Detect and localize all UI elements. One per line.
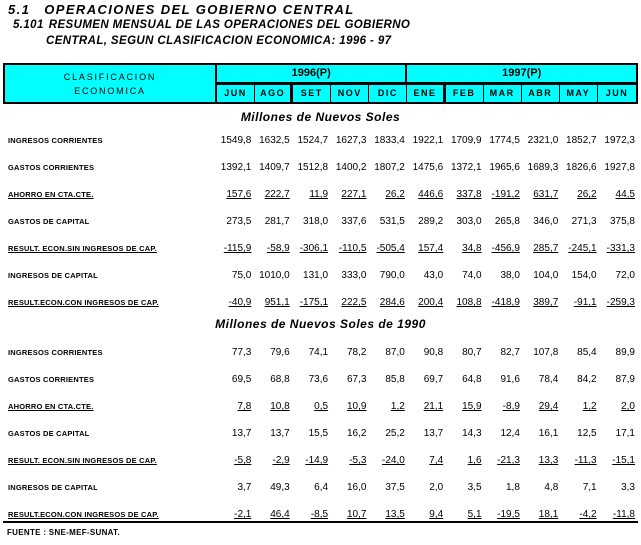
row-label: INGRESOS DE CAPITAL <box>8 271 98 280</box>
cell-value: 157,4 <box>418 243 444 254</box>
cell-value: 271,3 <box>571 216 597 227</box>
cell-value: 64,8 <box>462 374 482 385</box>
cell-value: 69,5 <box>231 374 252 385</box>
row-label: GASTOS CORRIENTES <box>8 163 95 172</box>
cell-value: 222,7 <box>264 189 290 200</box>
cell-value: -306,1 <box>299 243 329 254</box>
cell-value: 1709,9 <box>450 135 482 146</box>
row-label: RESULT.ECON.CON INGRESOS DE CAP. <box>8 510 159 519</box>
cell-value: 1689,3 <box>527 162 559 173</box>
classification-header-line2: ECONOMICA <box>74 85 146 96</box>
cell-value: 1807,2 <box>374 162 405 173</box>
cell-value: -191,2 <box>491 189 520 200</box>
cell-value: 318,0 <box>303 216 329 227</box>
cell-value: 34,8 <box>462 243 482 254</box>
cell-value: 13,3 <box>538 455 559 466</box>
cell-value: 3,5 <box>467 482 482 493</box>
cell-value: 38,0 <box>500 270 520 281</box>
cell-value: 87,9 <box>615 374 635 385</box>
year-1997-header: 1997(P) <box>502 67 542 79</box>
cell-value: 10,7 <box>346 509 367 520</box>
section-title-text: OPERACIONES DEL GOBIERNO CENTRAL <box>44 2 355 17</box>
cell-value: 1475,6 <box>412 162 444 173</box>
cell-value: 284,6 <box>379 297 405 308</box>
month-header-dic-1996: DIC <box>369 85 407 102</box>
cell-value: 1852,7 <box>566 135 597 146</box>
month-header-set-1996: SET <box>293 85 331 102</box>
cell-value: -15,1 <box>612 455 635 466</box>
table-row <box>3 127 638 154</box>
cell-value: 72,0 <box>615 270 635 281</box>
cell-value: 131,0 <box>303 270 329 281</box>
cell-value: 43,0 <box>423 270 444 281</box>
cell-value: 6,4 <box>314 482 329 493</box>
cell-value: 1965,6 <box>489 162 520 173</box>
cell-value: 303,0 <box>456 216 482 227</box>
cell-value: -5,3 <box>349 455 367 466</box>
cell-value: -2,1 <box>234 509 252 520</box>
row-label: GASTOS DE CAPITAL <box>8 429 90 438</box>
cell-value: -110,5 <box>338 243 367 254</box>
cell-value: 85,4 <box>577 347 597 358</box>
month-header-ene-1997: ENE <box>407 85 445 102</box>
month-header-row <box>217 85 636 102</box>
year-1996-header: 1996(P) <box>217 65 407 82</box>
section-number: 5.1 <box>8 2 31 17</box>
table-row <box>3 235 638 262</box>
cell-value: 289,2 <box>418 216 444 227</box>
cell-value: 1392,1 <box>220 162 252 173</box>
cell-value: 75,0 <box>231 270 252 281</box>
section-2-title: Millones de Nuevos Soles de 1990 <box>215 317 426 331</box>
table-row <box>3 447 638 474</box>
cell-value: 333,0 <box>341 270 367 281</box>
cell-value: 1549,8 <box>220 135 252 146</box>
cell-value: 1627,3 <box>335 135 367 146</box>
table-row <box>3 366 638 393</box>
cell-value: 200,4 <box>418 297 444 308</box>
cell-value: 5,1 <box>467 509 482 520</box>
cell-value: 2,0 <box>429 482 444 493</box>
cell-value: 951,1 <box>264 297 290 308</box>
cell-value: 85,8 <box>385 374 405 385</box>
cell-value: 25,2 <box>385 428 405 439</box>
row-label: AHORRO EN CTA.CTE. <box>8 190 94 199</box>
cell-value: 77,3 <box>231 347 252 358</box>
cell-value: -456,9 <box>491 243 520 254</box>
cell-value: 49,3 <box>270 482 290 493</box>
row-label: AHORRO EN CTA.CTE. <box>8 402 94 411</box>
cell-value: 16,2 <box>346 428 367 439</box>
table-row <box>3 262 638 289</box>
table-title-line1 <box>13 19 410 31</box>
cell-value: 17,1 <box>615 428 635 439</box>
cell-value: -505,4 <box>376 243 405 254</box>
cell-value: 1632,5 <box>259 135 290 146</box>
cell-value: 13,7 <box>231 428 252 439</box>
row-label: RESULT. ECON.SIN INGRESOS DE CAP. <box>8 244 157 253</box>
table-row <box>3 181 638 208</box>
cell-value: 67,3 <box>346 374 367 385</box>
row-label: INGRESOS CORRIENTES <box>8 348 103 357</box>
month-header-may-1997: MAY <box>560 85 598 102</box>
cell-value: -19,5 <box>497 509 520 520</box>
cell-value: 375,8 <box>609 216 635 227</box>
cell-value: 157,6 <box>226 189 252 200</box>
cell-value: 80,7 <box>462 347 482 358</box>
cell-value: -11,8 <box>612 509 635 520</box>
month-header-nov-1996: NOV <box>331 85 369 102</box>
table-row <box>3 501 638 528</box>
cell-value: 281,7 <box>264 216 290 227</box>
month-header-feb-1997: FEB <box>446 85 484 102</box>
cell-value: 1,2 <box>390 401 405 412</box>
cell-value: 79,6 <box>270 347 290 358</box>
table-row <box>3 474 638 501</box>
cell-value: 29,4 <box>538 401 559 412</box>
cell-value: 3,3 <box>621 482 635 493</box>
cell-value: -4,2 <box>579 509 597 520</box>
cell-value: 74,1 <box>308 347 329 358</box>
cell-value: 13,5 <box>385 509 405 520</box>
cell-value: 1972,3 <box>604 135 635 146</box>
table-row <box>3 208 638 235</box>
cell-value: 1524,7 <box>297 135 329 146</box>
section-2-rows <box>3 339 638 528</box>
cell-value: 26,2 <box>385 189 405 200</box>
cell-value: 78,2 <box>346 347 367 358</box>
month-header-ago-1996: AGO <box>255 85 293 102</box>
cell-value: 15,9 <box>462 401 482 412</box>
cell-value: 90,8 <box>423 347 444 358</box>
classification-header-line1: CLASIFICACION <box>63 71 157 82</box>
cell-value: 7,8 <box>237 401 252 412</box>
cell-value: 26,2 <box>577 189 597 200</box>
table-row <box>3 339 638 366</box>
month-header-mar-1997: MAR <box>484 85 522 102</box>
classification-header <box>5 65 217 102</box>
cell-value: 222,5 <box>341 297 367 308</box>
cell-value: 273,5 <box>226 216 252 227</box>
cell-value: 16,1 <box>538 428 559 439</box>
cell-value: -91,1 <box>573 297 597 308</box>
cell-value: -175,1 <box>299 297 329 308</box>
cell-value: 73,6 <box>308 374 329 385</box>
cell-value: 12,5 <box>577 428 597 439</box>
cell-value: 1927,8 <box>604 162 635 173</box>
cell-value: -5,8 <box>234 455 252 466</box>
row-label: GASTOS CORRIENTES <box>8 375 95 384</box>
cell-value: 285,7 <box>533 243 559 254</box>
row-label: RESULT. ECON.SIN INGRESOS DE CAP. <box>8 456 157 465</box>
cell-value: 104,0 <box>533 270 559 281</box>
cell-value: 446,6 <box>418 189 444 200</box>
table-title-line2: CENTRAL, SEGUN CLASIFICACION ECONOMICA: 1996 - 97 <box>46 35 392 47</box>
cell-value: 337,8 <box>456 189 482 200</box>
cell-value: 107,8 <box>533 347 559 358</box>
table-number: 5.101 <box>13 19 44 31</box>
cell-value: -418,9 <box>491 297 520 308</box>
cell-value: -24,0 <box>382 455 405 466</box>
cell-value: -331,3 <box>606 243 635 254</box>
cell-value: 7,4 <box>429 455 444 466</box>
cell-value: 265,8 <box>494 216 520 227</box>
cell-value: 1,8 <box>506 482 520 493</box>
cell-value: 1833,4 <box>374 135 405 146</box>
year-header-row <box>217 65 636 85</box>
cell-value: -11,3 <box>574 455 597 466</box>
cell-value: 9,4 <box>429 509 444 520</box>
cell-value: 3,7 <box>237 482 252 493</box>
cell-value: 108,8 <box>456 297 482 308</box>
cell-value: 15,5 <box>308 428 329 439</box>
cell-value: 531,5 <box>379 216 405 227</box>
table-row <box>3 154 638 181</box>
cell-value: 2,0 <box>621 401 635 412</box>
cell-value: 21,1 <box>423 401 444 412</box>
cell-value: 69,7 <box>423 374 444 385</box>
table-row <box>3 420 638 447</box>
cell-value: 1010,0 <box>259 270 290 281</box>
cell-value: 1,6 <box>467 455 482 466</box>
page-title <box>8 2 355 17</box>
cell-value: 18,1 <box>538 509 559 520</box>
cell-value: 46,4 <box>270 509 290 520</box>
cell-value: -40,9 <box>228 297 252 308</box>
cell-value: 1372,1 <box>450 162 482 173</box>
row-label: INGRESOS DE CAPITAL <box>8 483 98 492</box>
cell-value: -21,3 <box>497 455 520 466</box>
cell-value: 337,6 <box>341 216 367 227</box>
cell-value: 82,7 <box>500 347 520 358</box>
cell-value: -115,9 <box>223 243 252 254</box>
cell-value: 2321,0 <box>527 135 559 146</box>
cell-value: 1922,1 <box>412 135 444 146</box>
month-header-jun-1996: JUN <box>217 85 255 102</box>
cell-value: 1512,8 <box>297 162 329 173</box>
source-note: FUENTE : SNE-MEF-SUNAT. <box>7 528 120 537</box>
section-1-rows <box>3 127 638 316</box>
month-header-abr-1997: ABR <box>522 85 560 102</box>
table-title-text: RESUMEN MENSUAL DE LAS OPERACIONES DEL GOBIERNO <box>48 19 411 31</box>
cell-value: 84,2 <box>577 374 597 385</box>
cell-value: 37,5 <box>385 482 405 493</box>
table-header <box>3 63 638 104</box>
cell-value: 16,0 <box>346 482 367 493</box>
table-row <box>3 393 638 420</box>
cell-value: 154,0 <box>571 270 597 281</box>
cell-value: 790,0 <box>379 270 405 281</box>
cell-value: 1774,5 <box>489 135 520 146</box>
cell-value: 11,9 <box>309 189 329 200</box>
cell-value: -259,3 <box>606 297 635 308</box>
cell-value: 0,5 <box>314 401 329 412</box>
cell-value: -58,9 <box>266 243 290 254</box>
cell-value: 89,9 <box>615 347 635 358</box>
cell-value: 227,1 <box>341 189 367 200</box>
cell-value: -8,5 <box>310 509 329 520</box>
cell-value: 10,8 <box>270 401 290 412</box>
cell-value: 87,0 <box>385 347 405 358</box>
table-row <box>3 289 638 316</box>
cell-value: -2,9 <box>272 455 290 466</box>
cell-value: 1826,6 <box>566 162 597 173</box>
cell-value: 4,8 <box>544 482 559 493</box>
cell-value: 78,4 <box>538 374 559 385</box>
period-headers <box>217 65 636 102</box>
cell-value: 91,6 <box>500 374 520 385</box>
row-label: INGRESOS CORRIENTES <box>8 136 103 145</box>
cell-value: -245,1 <box>568 243 597 254</box>
footer-divider <box>3 521 638 523</box>
section-1-title: Millones de Nuevos Soles <box>240 110 401 124</box>
row-label: GASTOS DE CAPITAL <box>8 217 90 226</box>
month-header-jun-1997: JUN <box>605 88 629 98</box>
cell-value: 7,1 <box>582 482 597 493</box>
cell-value: 44,5 <box>615 189 635 200</box>
cell-value: 74,0 <box>462 270 482 281</box>
cell-value: 13,7 <box>423 428 444 439</box>
cell-value: -14,9 <box>305 455 329 466</box>
cell-value: 1,2 <box>582 401 597 412</box>
cell-value: 346,0 <box>533 216 559 227</box>
cell-value: 14,3 <box>462 428 482 439</box>
cell-value: 68,8 <box>270 374 290 385</box>
cell-value: 1409,7 <box>259 162 290 173</box>
row-label: RESULT.ECON.CON INGRESOS DE CAP. <box>8 298 159 307</box>
cell-value: 10,9 <box>346 401 367 412</box>
cell-value: -8,9 <box>502 401 520 412</box>
cell-value: 389,7 <box>533 297 559 308</box>
cell-value: 631,7 <box>533 189 559 200</box>
cell-value: 12,4 <box>500 428 520 439</box>
cell-value: 1400,2 <box>335 162 367 173</box>
cell-value: 13,7 <box>270 428 290 439</box>
